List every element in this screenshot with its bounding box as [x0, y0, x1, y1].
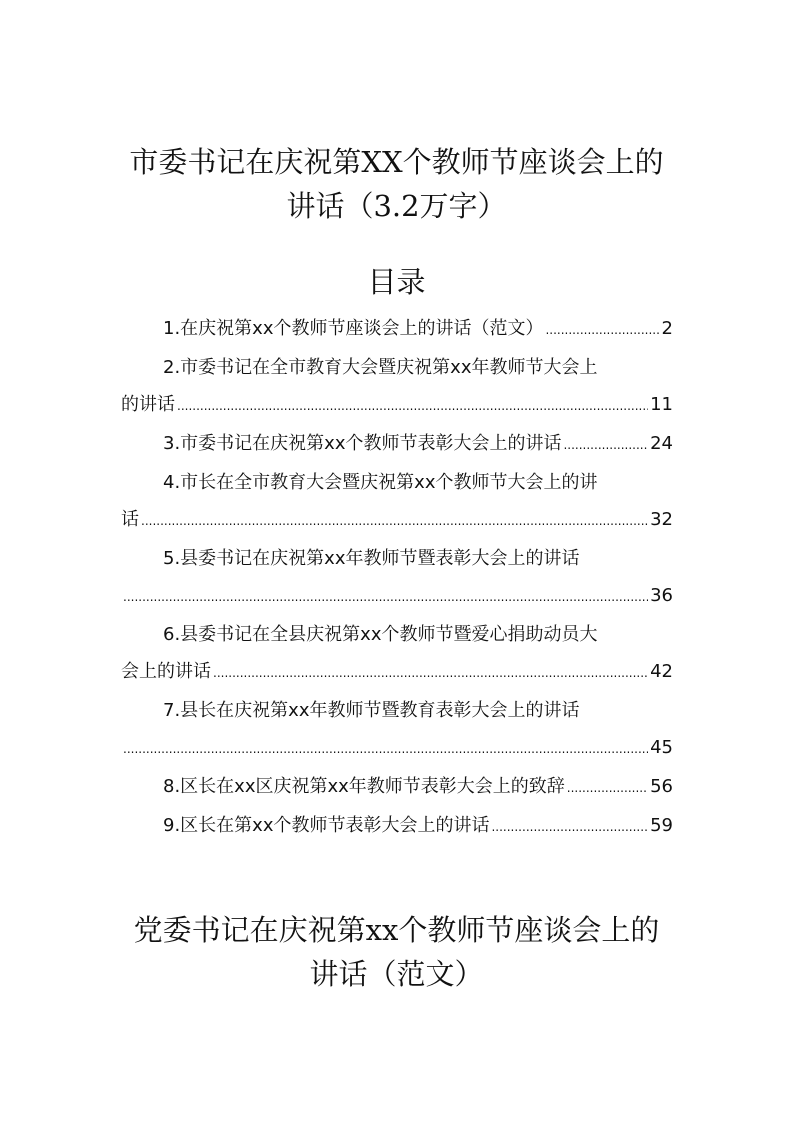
toc-leader	[563, 427, 648, 464]
toc-entry-text-continued: 会上的讲话	[121, 661, 211, 682]
toc-entry-8[interactable]	[121, 768, 673, 807]
toc-entry-text: 1.在庆祝第xx个教师节座谈会上的讲话（范文）	[163, 318, 544, 339]
toc-entry-text-continued: 的讲话	[121, 394, 175, 415]
toc-entry-6[interactable]	[121, 616, 673, 692]
toc-entry-text: 3.市委书记在庆祝第xx个教师节表彰大会上的讲话	[163, 433, 562, 454]
toc-page-number: 59	[650, 815, 673, 836]
toc-page-number: 45	[650, 737, 673, 758]
toc-leader	[491, 809, 648, 846]
section-title	[110, 908, 683, 996]
toc-entry-text: 2.市委书记在全市教育大会暨庆祝第xx年教师节大会上	[163, 357, 598, 378]
toc-entry-text-continued: 话	[121, 509, 139, 530]
toc-heading: 目录	[367, 265, 426, 299]
toc-entry-text: 7.县长在庆祝第xx年教师节暨教育表彰大会上的讲话	[163, 700, 580, 721]
toc-page-number: 11	[650, 394, 673, 415]
toc-entry-9[interactable]	[121, 807, 673, 846]
toc-entry-text: 6.县委书记在全县庆祝第xx个教师节暨爱心捐助动员大	[163, 624, 598, 645]
toc-page-number: 36	[650, 585, 673, 606]
toc-leader	[567, 770, 648, 807]
toc-leader	[123, 731, 648, 768]
toc-leader	[141, 503, 648, 540]
toc-entry-2[interactable]	[121, 349, 673, 425]
section-title-line1: 党委书记在庆祝第xx个教师节座谈会上的	[133, 913, 660, 947]
toc-entry-text: 9.区长在第xx个教师节表彰大会上的讲话	[163, 815, 490, 836]
toc-entry-3[interactable]	[121, 425, 673, 464]
document-title	[110, 140, 683, 228]
table-of-contents	[121, 310, 673, 846]
toc-entry-5[interactable]	[121, 540, 673, 616]
toc-entry-text: 4.市长在全市教育大会暨庆祝第xx个教师节大会上的讲	[163, 472, 598, 493]
toc-leader	[213, 655, 648, 692]
toc-entry-text: 5.县委书记在庆祝第xx年教师节暨表彰大会上的讲话	[163, 548, 580, 569]
section-title-line2: 讲话（范文）	[309, 957, 484, 991]
toc-entry-4[interactable]	[121, 464, 673, 540]
toc-entry-7[interactable]	[121, 692, 673, 768]
toc-leader	[177, 388, 648, 425]
toc-page-number: 2	[661, 318, 673, 339]
toc-leader	[545, 312, 659, 349]
document-title-line1: 市委书记在庆祝第XX个教师节座谈会上的	[129, 145, 664, 179]
toc-entry-1[interactable]	[121, 310, 673, 349]
document-title-line2: 讲话（3.2万字）	[286, 189, 507, 223]
toc-leader	[123, 579, 648, 616]
toc-page-number: 42	[650, 661, 673, 682]
toc-page-number: 32	[650, 509, 673, 530]
toc-entry-text: 8.区长在xx区庆祝第xx年教师节表彰大会上的致辞	[163, 776, 565, 797]
toc-page-number: 24	[650, 433, 673, 454]
toc-page-number: 56	[650, 776, 673, 797]
